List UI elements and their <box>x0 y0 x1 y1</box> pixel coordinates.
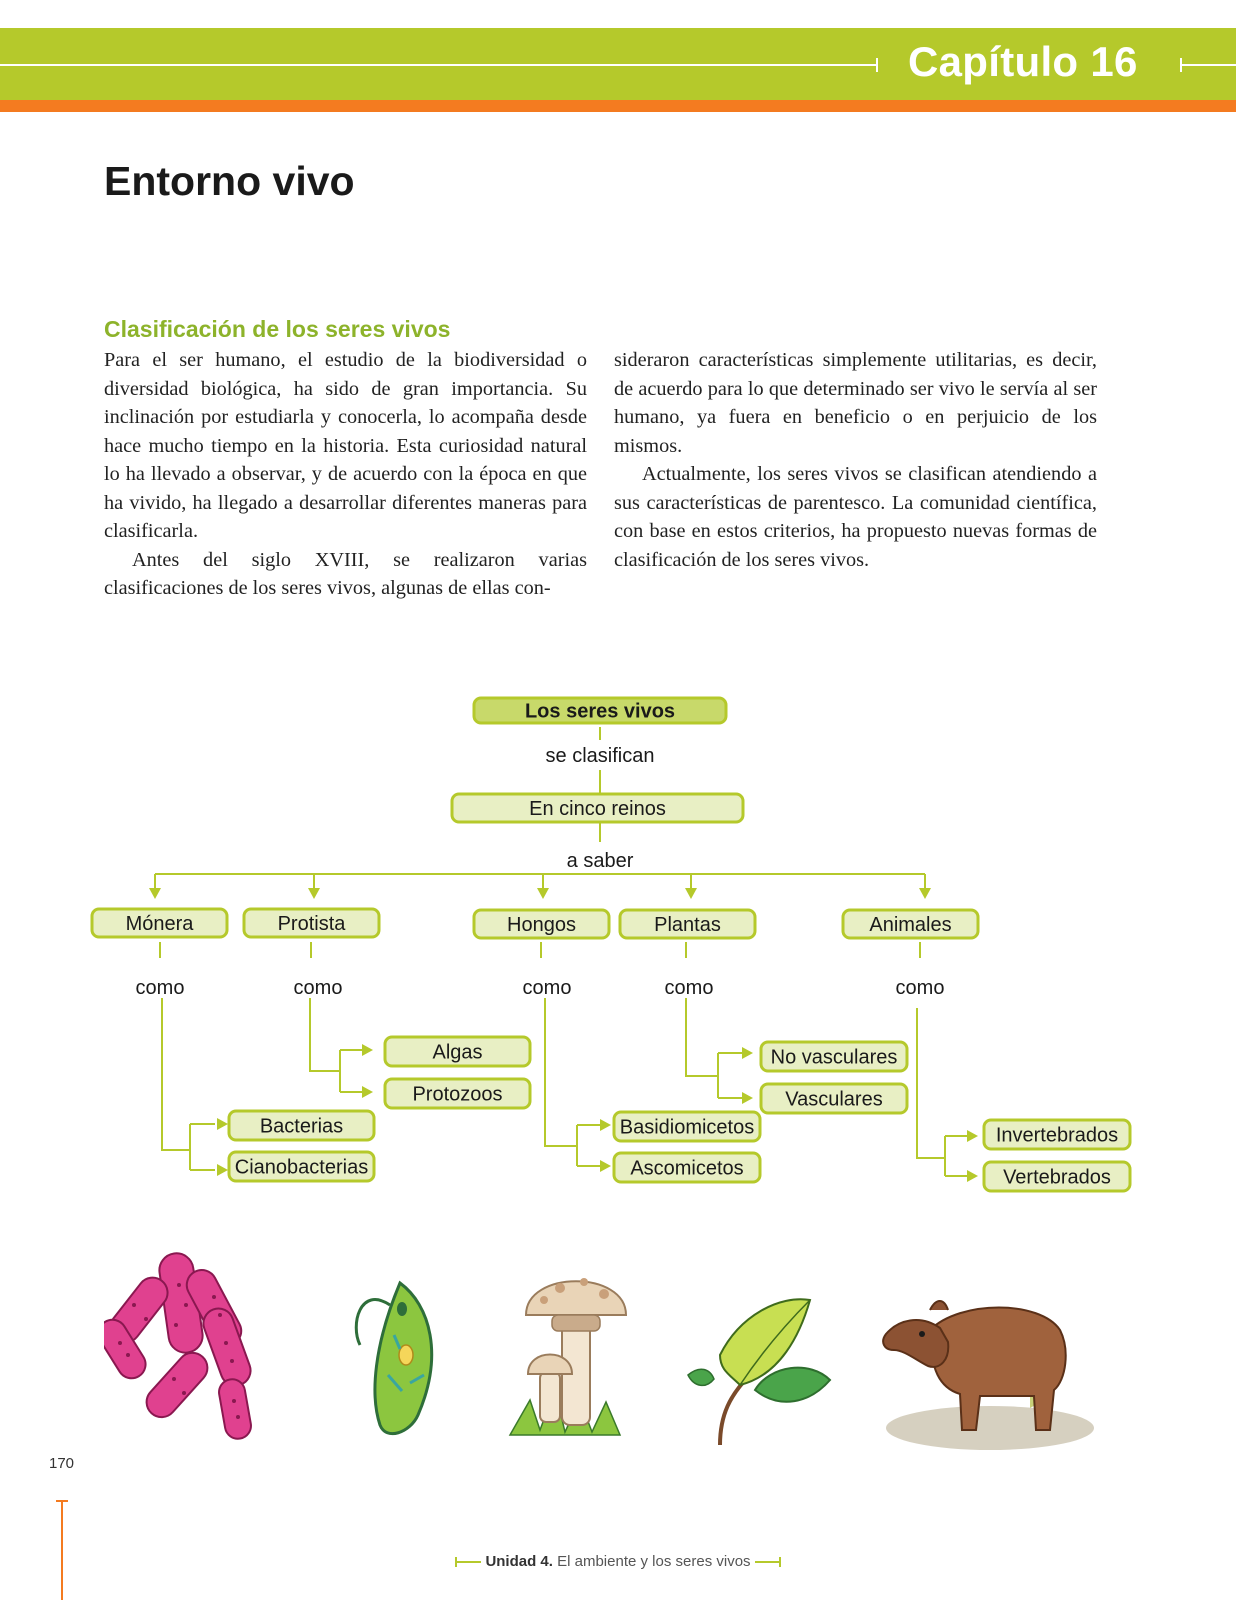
example-3-0-label: No vasculares <box>770 1046 898 1069</box>
example-3-1-label: Vasculares <box>785 1088 883 1111</box>
header-rule-left <box>0 64 876 66</box>
paragraph-3: Actualmente, los seres vivos se clasifican atendiendo a sus características de parentesco. La comunidad científica, con base en estos criterios, ha propuesto nuevas formas de clasificación de los seres vivos. <box>614 463 1097 571</box>
node-root-label: Los seres vivos <box>524 700 676 723</box>
footer-title: El ambiente y los seres vivos <box>557 1553 751 1570</box>
example-1-1-label: Protozoos <box>412 1083 503 1106</box>
header-tick-left <box>876 58 878 72</box>
node-root <box>474 698 726 723</box>
kingdom-4 <box>843 910 978 938</box>
example-2-1 <box>614 1153 760 1182</box>
node-cinco-reinos-label: En cinco reinos <box>529 798 666 820</box>
margin-tick <box>56 1500 68 1502</box>
connector-como-2: como <box>522 977 572 999</box>
text-column-right <box>614 346 1097 574</box>
kingdom-1 <box>244 909 379 937</box>
kingdom-3 <box>620 910 755 938</box>
page-title: Entorno vivo <box>104 158 355 204</box>
kingdom-0-label: Mónera <box>125 913 194 935</box>
example-0-1 <box>229 1152 374 1181</box>
kingdom-2-label: Hongos <box>507 914 576 936</box>
example-0-0 <box>229 1111 374 1140</box>
tapir-illustration <box>870 1270 1100 1460</box>
example-2-0 <box>614 1112 760 1141</box>
example-0-1-label: Cianobacterias <box>234 1156 369 1179</box>
connector-como-0: como <box>135 977 185 999</box>
example-4-1 <box>984 1162 1130 1191</box>
example-1-0-label: Algas <box>432 1041 483 1064</box>
example-4-0-label: Invertebrados <box>995 1124 1119 1147</box>
example-1-0 <box>385 1037 530 1066</box>
example-3-0 <box>761 1042 907 1071</box>
footer-rule-left <box>455 1561 481 1563</box>
example-0-0-label: Bacterias <box>259 1115 344 1138</box>
header-rule-right <box>1180 64 1236 66</box>
example-2-1-label: Ascomicetos <box>630 1157 744 1180</box>
footer <box>0 1553 1236 1570</box>
section-title: Clasificación de los seres vivos <box>104 316 451 342</box>
page-number: 170 <box>49 1455 75 1472</box>
mushroom-illustration <box>500 1260 630 1450</box>
connector-como-3: como <box>664 977 714 999</box>
example-1-1 <box>385 1079 530 1108</box>
footer-rule-right <box>755 1561 781 1563</box>
node-cinco-reinos <box>452 794 743 822</box>
connector-a-saber: a saber <box>566 850 634 872</box>
header-stripe <box>0 100 1236 112</box>
footer-unit: Unidad 4. <box>485 1553 553 1570</box>
paragraph-2-end: sideraron características simplemente utilitarias, es decir, de acuerdo para lo que determinado ser vivo le servía al ser humano, ya fuera en beneficio o en perjuicio de los mismos. <box>614 349 1097 457</box>
kingdom-2 <box>474 910 609 938</box>
kingdom-1-label: Protista <box>277 913 346 935</box>
paragraph-2-start: Antes del siglo XVIII, se realizaron varias clasificaciones de los seres vivos, algunas de ellas con- <box>104 548 587 599</box>
example-4-0 <box>984 1120 1130 1149</box>
text-column-left <box>104 346 587 603</box>
example-3-1 <box>761 1084 907 1113</box>
example-2-0-label: Basidiomicetos <box>619 1116 755 1139</box>
kingdom-0 <box>92 909 227 937</box>
euglena-illustration <box>340 1265 460 1445</box>
bacteria-illustration <box>104 1245 274 1445</box>
margin-rule <box>61 1500 63 1600</box>
paragraph-1: Para el ser humano, el estudio de la biodiversidad o diversidad biológica, ha sido de gran importancia. Su inclinación por estudiarla y conocerla, lo acompaña desde hace mucho tiempo en la historia. Esta curiosidad natural lo ha llevado a observar, y de acuerdo con la época en que ha vivido, ha llegado a desarrollar diferentes maneras para clasificarla. <box>104 349 587 542</box>
connector-como-4: como <box>895 977 945 999</box>
leaves-illustration <box>680 1285 840 1455</box>
classification-diagram <box>0 690 1236 1230</box>
connector-como-1: como <box>293 977 343 999</box>
connector-se-clasifican: se clasifican <box>545 745 655 767</box>
example-4-1-label: Vertebrados <box>1003 1166 1111 1189</box>
chapter-label: Capítulo 16 <box>908 38 1138 85</box>
kingdom-3-label: Plantas <box>654 914 721 936</box>
kingdom-4-label: Animales <box>869 914 952 936</box>
